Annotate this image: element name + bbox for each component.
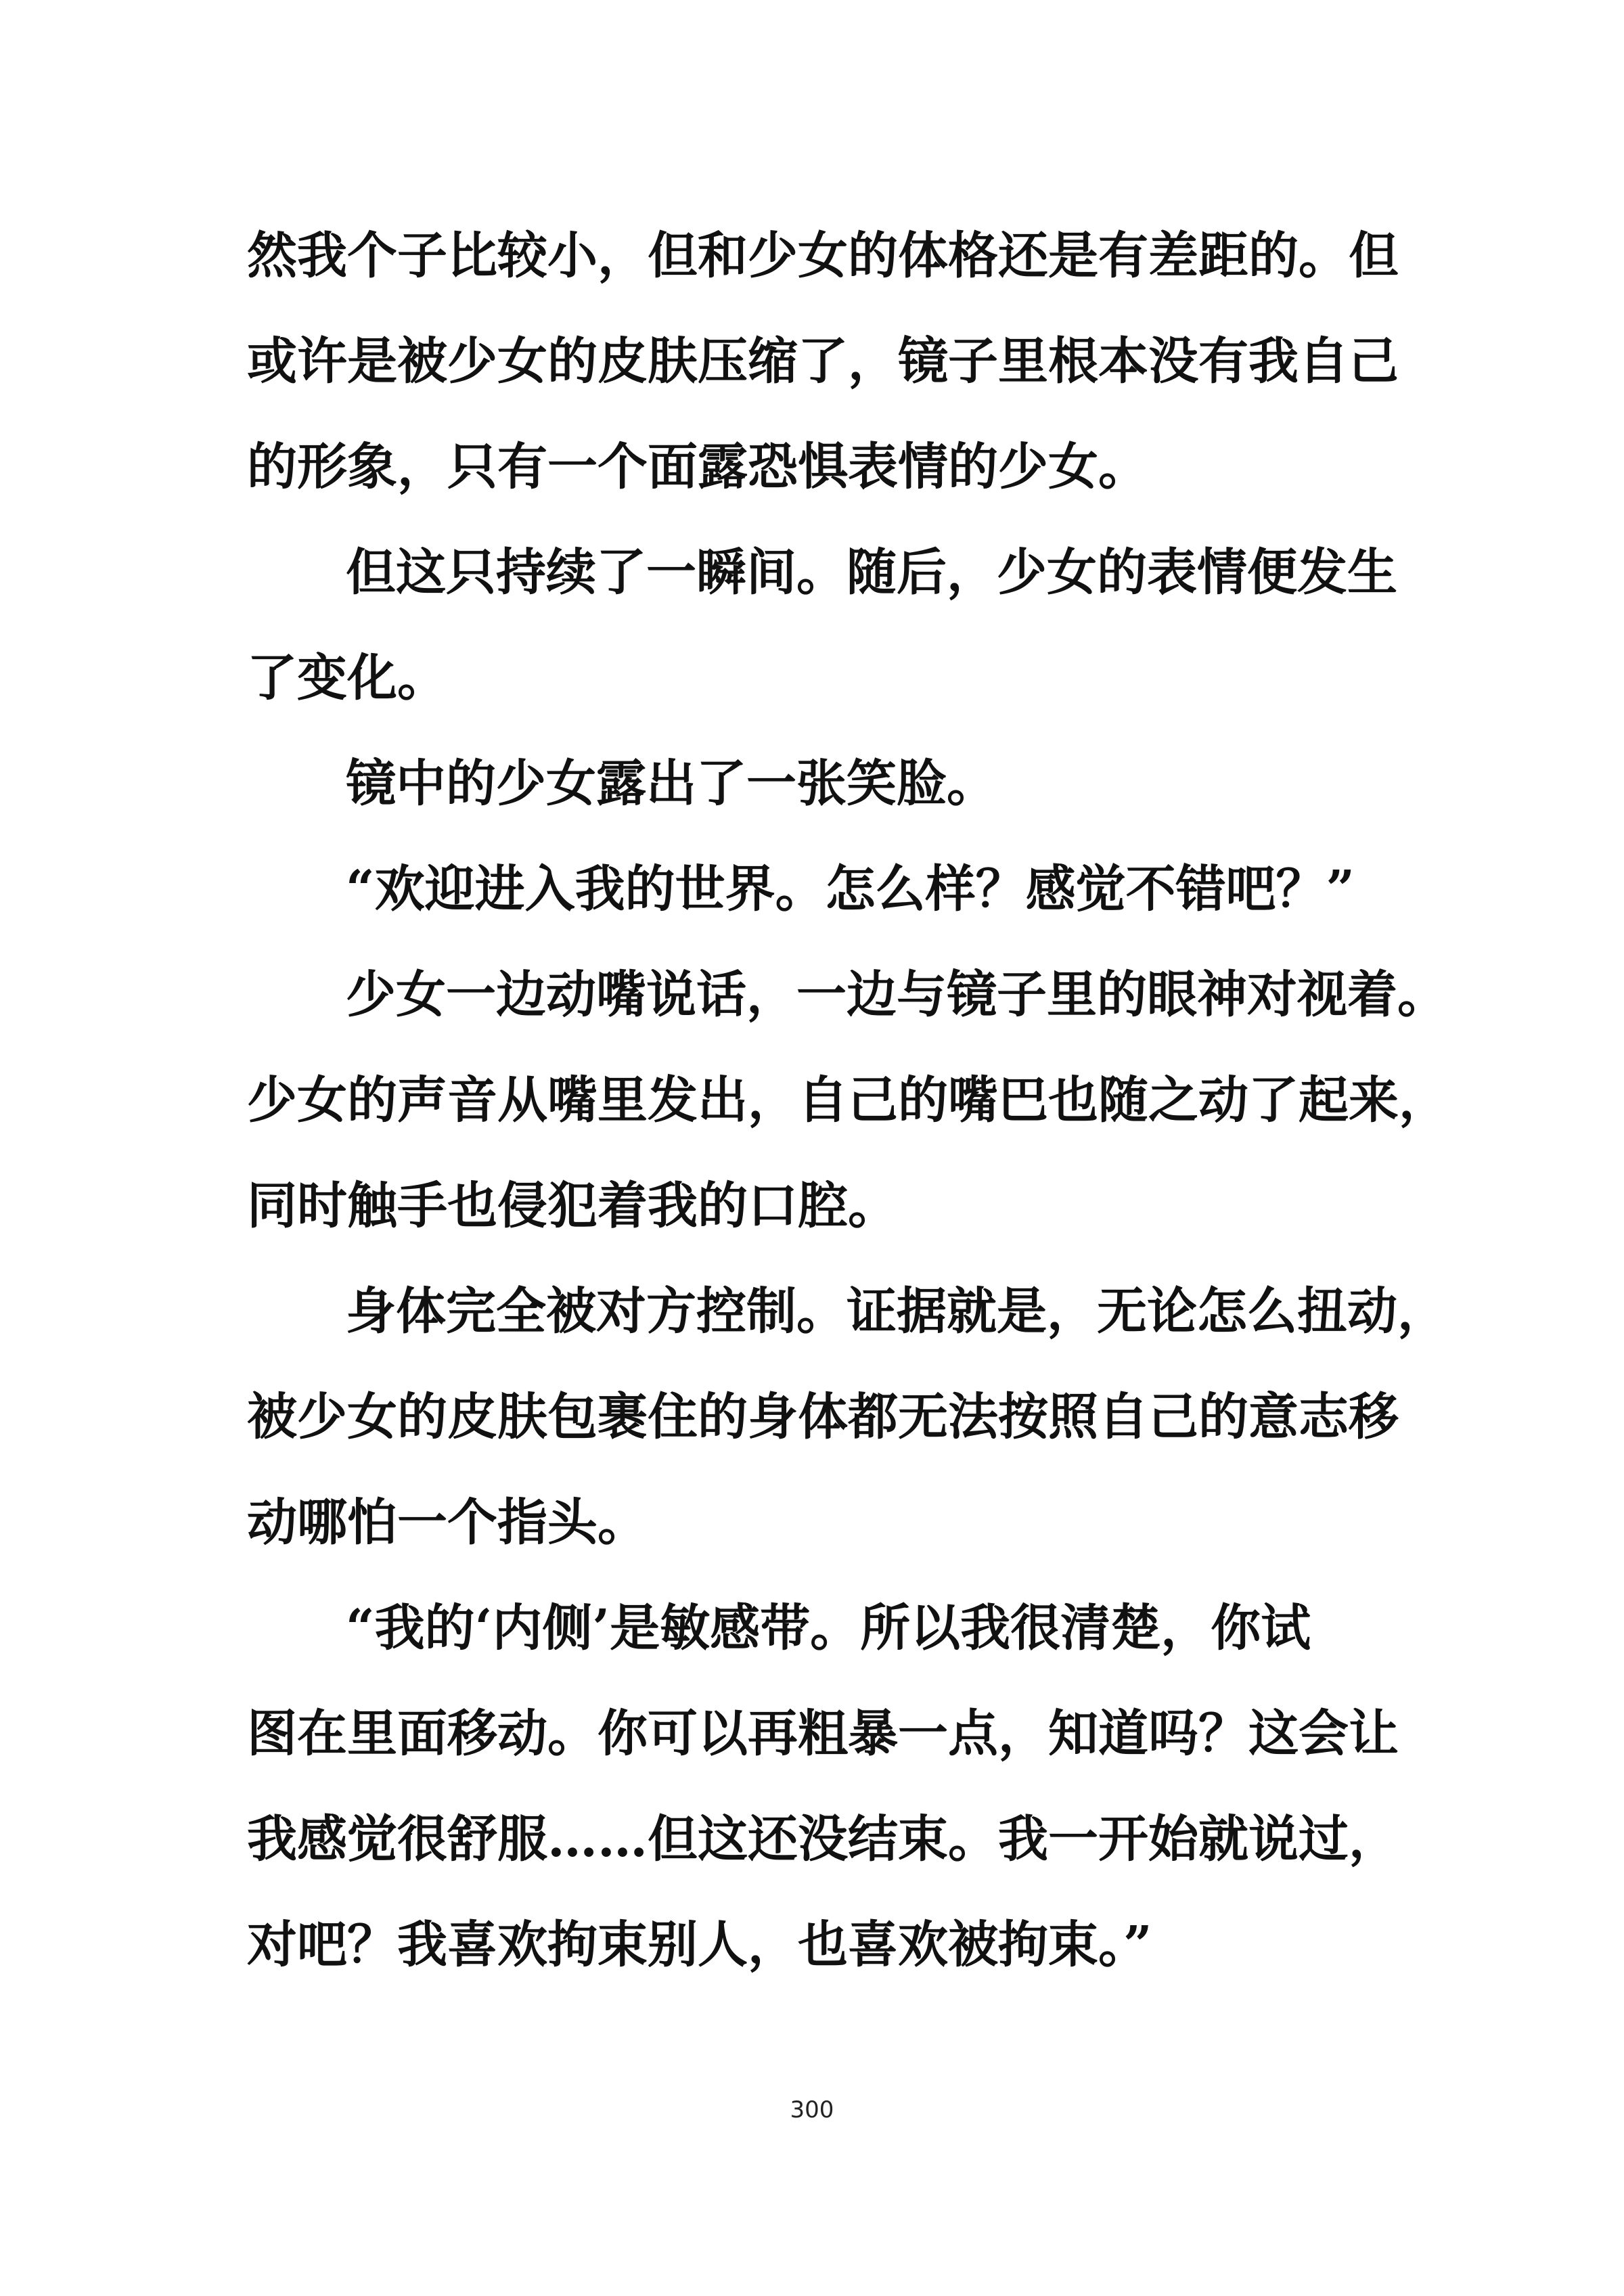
text-line-12: 被少女的皮肤包裹住的身体都无法按照自己的意志移 bbox=[247, 1388, 1399, 1446]
text-line-9: 少女的声音从嘴里发出，自己的嘴巴也随之动了起来， bbox=[247, 1071, 1449, 1129]
text-line-4: 但这只持续了一瞬间。随后，少女的表情便发生 bbox=[346, 543, 1397, 602]
text-line-16: 我感觉很舒服……但这还没结束。我一开始就说过， bbox=[247, 1810, 1399, 1868]
text-line-5: 了变化。 bbox=[247, 649, 447, 707]
text-line-7: “欢迎进入我的世界。怎么样？感觉不错吧？” bbox=[346, 860, 1355, 918]
text-line-14: “我的‘内侧’是敏感带。所以我很清楚，你试 bbox=[346, 1599, 1311, 1657]
text-line-11: 身体完全被对方控制。证据就是，无论怎么扭动， bbox=[346, 1282, 1447, 1341]
text-line-3: 的形象，只有一个面露恐惧表情的少女。 bbox=[247, 438, 1148, 496]
text-line-13: 动哪怕一个指头。 bbox=[247, 1493, 648, 1552]
body-text bbox=[247, 215, 1449, 2010]
text-line-17: 对吧？我喜欢拘束别人，也喜欢被拘束。” bbox=[247, 1916, 1152, 1974]
text-line-8: 少女一边动嘴说话，一边与镜子里的眼神对视着。 bbox=[346, 966, 1447, 1024]
page-number: 300 bbox=[790, 2096, 834, 2123]
text-line-15: 图在里面移动。你可以再粗暴一点，知道吗？这会让 bbox=[247, 1705, 1399, 1763]
text-line-6: 镜中的少女露出了一张笑脸。 bbox=[346, 755, 997, 813]
text-line-10: 同时触手也侵犯着我的口腔。 bbox=[247, 1177, 898, 1235]
text-line-2: 或许是被少女的皮肤压缩了，镜子里根本没有我自己 bbox=[247, 332, 1399, 390]
text-line-1: 然我个子比较小，但和少女的体格还是有差距的。但 bbox=[247, 227, 1399, 285]
